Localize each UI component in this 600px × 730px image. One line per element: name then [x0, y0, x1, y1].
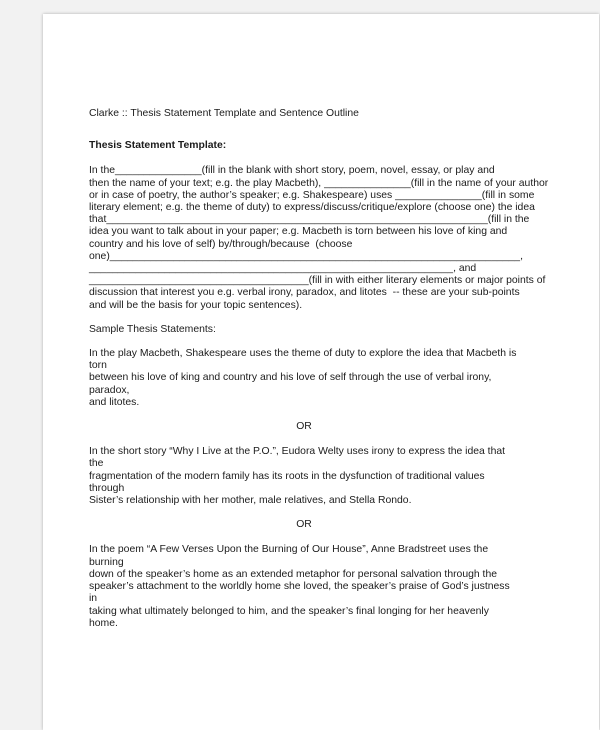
template-line: then the name of your text; e.g. the play Macbeth), _______________(fill in the name of your author — [89, 177, 549, 189]
document-content — [89, 108, 549, 642]
template-line: literary element; e.g. the theme of duty) to express/discuss/critique/explore (choose one) the idea — [89, 202, 535, 214]
sample-line: Sister’s relationship with her mother, male relatives, and Stella Rondo. — [89, 495, 412, 507]
sample-line: and litotes. — [89, 396, 140, 408]
template-line: or in case of poetry, the author’s speaker; e.g. Shakespeare) uses _______________(fill in some — [89, 189, 535, 201]
sample-thesis-3 — [89, 544, 519, 629]
samples-heading: Sample Thesis Statements: — [89, 323, 216, 335]
template-paragraph — [89, 165, 549, 311]
sample-thesis-1 — [89, 348, 519, 409]
template-line: discussion that interest you e.g. verbal irony, paradox, and litotes -- these are your sub-points — [89, 287, 520, 299]
template-line: _______________________________________________________________, and — [89, 263, 477, 275]
template-line: that__________________________________________________________________(fill in the — [89, 214, 530, 226]
sample-line: taking what ultimately belonged to him, and the speaker’s final longing for her heavenly home. — [89, 605, 489, 629]
sample-line: speaker’s attachment to the worldly home she loved, the speaker’s praise of God’s justness in — [89, 581, 510, 605]
document-page — [43, 14, 599, 730]
sample-line: fragmentation of the modern family has its roots in the dysfunction of traditional values through — [89, 470, 485, 494]
template-line: and will be the basis for your topic sentences). — [89, 299, 303, 311]
or-separator: OR — [296, 421, 312, 433]
sample-thesis-2 — [89, 446, 519, 507]
document-title: Clarke :: Thesis Statement Template and Sentence Outline — [89, 108, 359, 119]
sample-line: between his love of king and country and his love of self through the use of verbal irony, paradox, — [89, 372, 492, 396]
sample-line: In the play Macbeth, Shakespeare uses the theme of duty to explore the idea that Macbeth is torn — [89, 348, 517, 372]
sample-line: In the short story “Why I Live at the P.O.”, Eudora Welty uses irony to express the idea that the — [89, 446, 506, 470]
or-separator: OR — [296, 519, 312, 531]
template-heading: Thesis Statement Template: — [89, 140, 227, 152]
sample-line: down of the speaker’s home as an extended metaphor for personal salvation through the — [89, 568, 498, 580]
template-line: idea you want to talk about in your paper; e.g. Macbeth is torn between his love of king and — [89, 226, 508, 238]
template-line: ______________________________________(fill in with either literary elements or major points of — [89, 275, 546, 287]
template-line: In the_______________(fill in the blank with short story, poem, novel, essay, or play and — [89, 165, 495, 177]
template-line: one)_______________________________________________________________________, — [89, 250, 523, 262]
template-line: country and his love of self) by/through/because (choose — [89, 238, 353, 250]
sample-line: In the poem “A Few Verses Upon the Burning of Our House”, Anne Bradstreet uses the burning — [89, 544, 489, 568]
